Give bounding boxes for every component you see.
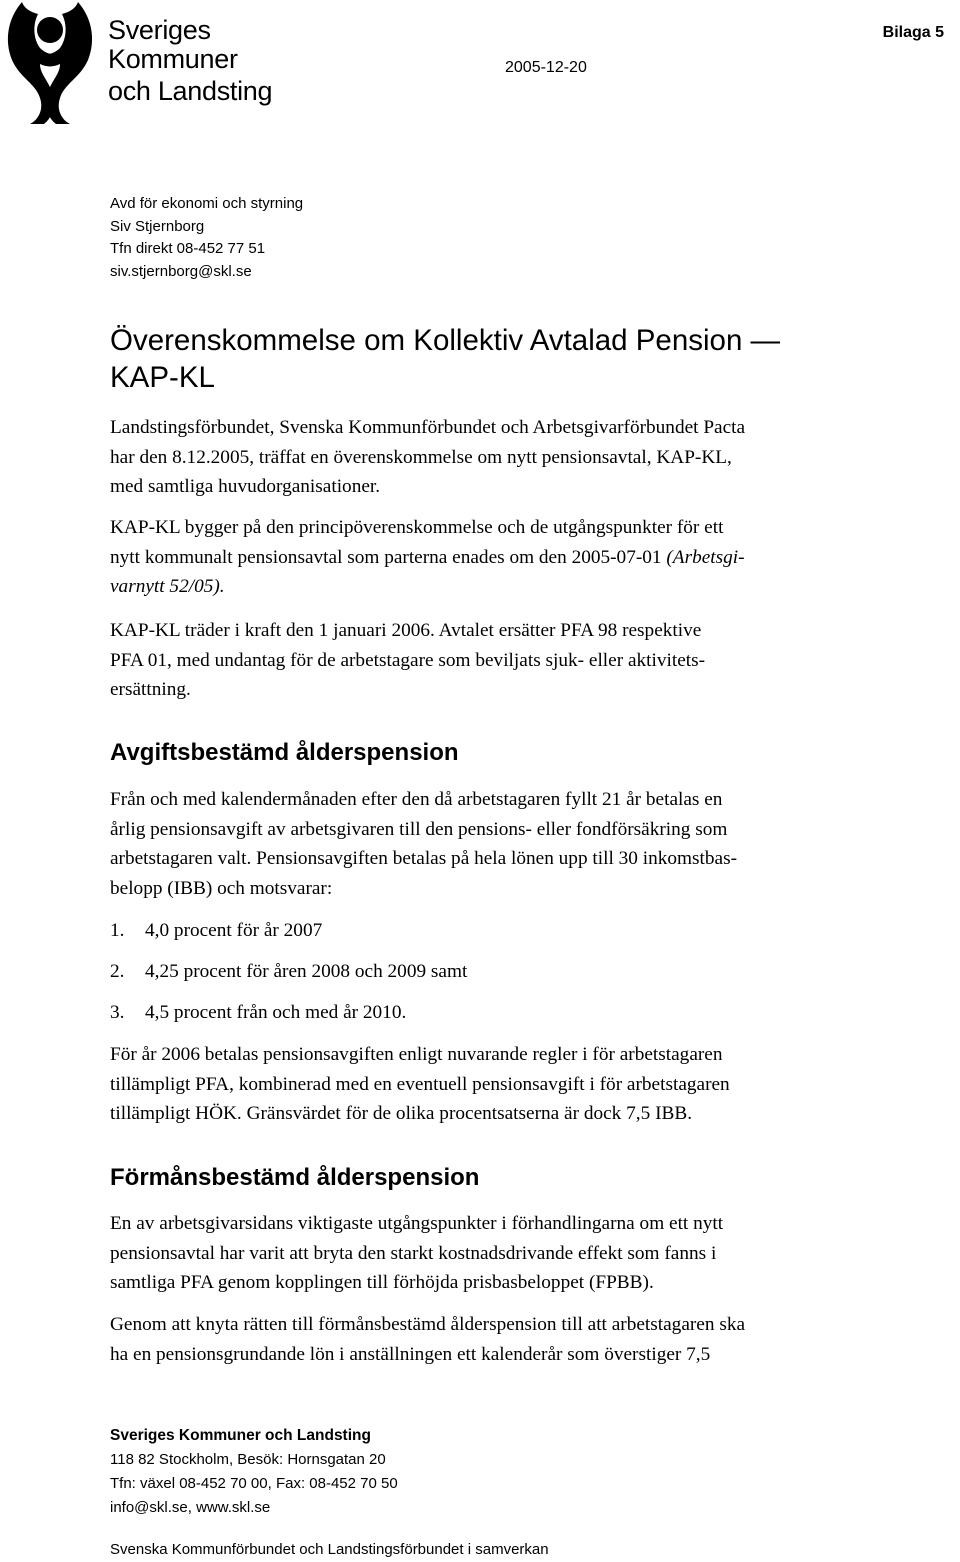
paragraph [110,785,737,903]
paragraph [110,1040,730,1129]
title-line: KAP-KL [110,361,215,394]
text-line [110,572,745,602]
footer-address: 118 82 Stockholm, Besök: Hornsgatan 20 [110,1451,386,1468]
section-heading: Förmånsbestämd ålderspension [110,1164,480,1191]
footer-note: Svenska Kommunförbundet och Landstingsförbundet i samverkan [110,1541,549,1558]
list-number: 2. [110,961,125,982]
footer-web[interactable]: info@skl.se, www.skl.se [110,1499,271,1516]
logo-text-line: Sveriges [108,15,211,45]
document-date: 2005-12-20 [505,59,587,76]
footer [110,1424,549,1562]
paragraph [110,1310,745,1369]
sender-name: Siv Stjernborg [110,217,205,235]
skl-logo [0,0,300,125]
paragraph [110,413,745,502]
logo-text-line: Kommuner [108,44,238,74]
sender-department: Avd för ekonomi och styrning [110,195,304,212]
section-heading: Avgiftsbestämd ålderspension [110,739,459,766]
italic-reference: (Arbetsgi- [666,546,745,568]
paragraph [110,513,745,602]
text-line: tillämpligt PFA, kombinerad med en eventuell pensionsavgift i för arbetstagaren [110,1073,730,1095]
text-line: PFA 01, med undantag för de arbetstagare som beviljats sjuk- eller aktivitets- [110,649,706,671]
list-item [110,998,406,1028]
sender-block [110,193,303,283]
list-text: 4,0 procent för år 2007 [145,920,323,941]
footer-phone: Tfn: växel 08-452 70 00, Fax: 08-452 70 50 [110,1475,398,1492]
annex-label: Bilaga 5 [882,24,944,41]
title-line: Överenskommelse om Kollektiv Avtalad Pension — [110,324,781,357]
list-number: 3. [110,1002,125,1023]
text-line: För år 2006 betalas pensionsavgiften enligt nuvarande regler i för arbetstagaren [110,1044,723,1065]
footer-org: Sveriges Kommuner och Landsting [110,1427,371,1444]
text-run: nytt kommunalt pensionsavtal som parterna enades om den 2005-07-01 [110,546,662,568]
text-line: arbetstagaren valt. Pensionsavgiften betalas på hela lönen upp till 30 inkomstbas- [110,848,738,869]
text-line: med samtliga huvudorganisationer. [110,476,381,497]
text-line: har den 8.12.2005, träffat en överenskommelse om nytt pensionsavtal, KAP-KL, [110,446,732,468]
text-line: Genom att knyta rätten till förmånsbestämd ålderspension till att arbetstagaren ska [110,1314,746,1335]
text-line: ha en pensionsgrundande lön i anställningen ett kalenderår som överstiger 7,5 [110,1343,711,1365]
text-line: Landstingsförbundet, Svenska Kommunförbundet och Arbetsgivarförbundet Pacta [110,417,746,438]
list-item [110,916,322,946]
paragraph [110,1209,723,1298]
skl-emblem-icon [0,0,100,125]
text-line: Från och med kalendermånaden efter den då arbetstagaren fyllt 21 år betalas en [110,789,723,810]
list-text: 4,5 procent från och med år 2010. [145,1002,407,1023]
text-line: samtliga PFA genom kopplingen till förhöjda prisbasbeloppet (FPBB). [110,1272,654,1293]
list-text: 4,25 procent för åren 2008 och 2009 samt [145,961,468,982]
logo-text-line: och Landsting [108,76,273,106]
italic-reference: varnytt 52/05). [110,576,225,597]
sender-email[interactable]: siv.stjernborg@skl.se [110,262,252,280]
list-item [110,957,467,987]
text-line: pensionsavtal har varit att bryta den starkt kostnadsdrivande effekt som fanns i [110,1242,717,1264]
sender-phone: Tfn direkt 08-452 77 51 [110,240,266,257]
list-number: 1. [110,920,125,941]
text-line: En av arbetsgivarsidans viktigaste utgångspunkter i förhandlingarna om ett nytt [110,1213,724,1234]
text-line: belopp (IBB) och motsvarar: [110,877,333,899]
text-line: årlig pensionsavgift av arbetsgivaren till den pensions- eller fondförsäkring som [110,818,728,840]
text-line [110,543,745,573]
text-line: tillämpligt HÖK. Gränsvärdet för de olika procentsatserna är dock 7,5 IBB. [110,1103,693,1124]
text-line: ersättning. [110,679,191,700]
page-title [110,322,910,396]
text-line: KAP-KL träder i kraft den 1 januari 2006. Avtalet ersätter PFA 98 respektive [110,620,702,641]
paragraph [110,616,705,705]
text-line: KAP-KL bygger på den principöverenskommelse och de utgångspunkter för ett [110,517,724,538]
